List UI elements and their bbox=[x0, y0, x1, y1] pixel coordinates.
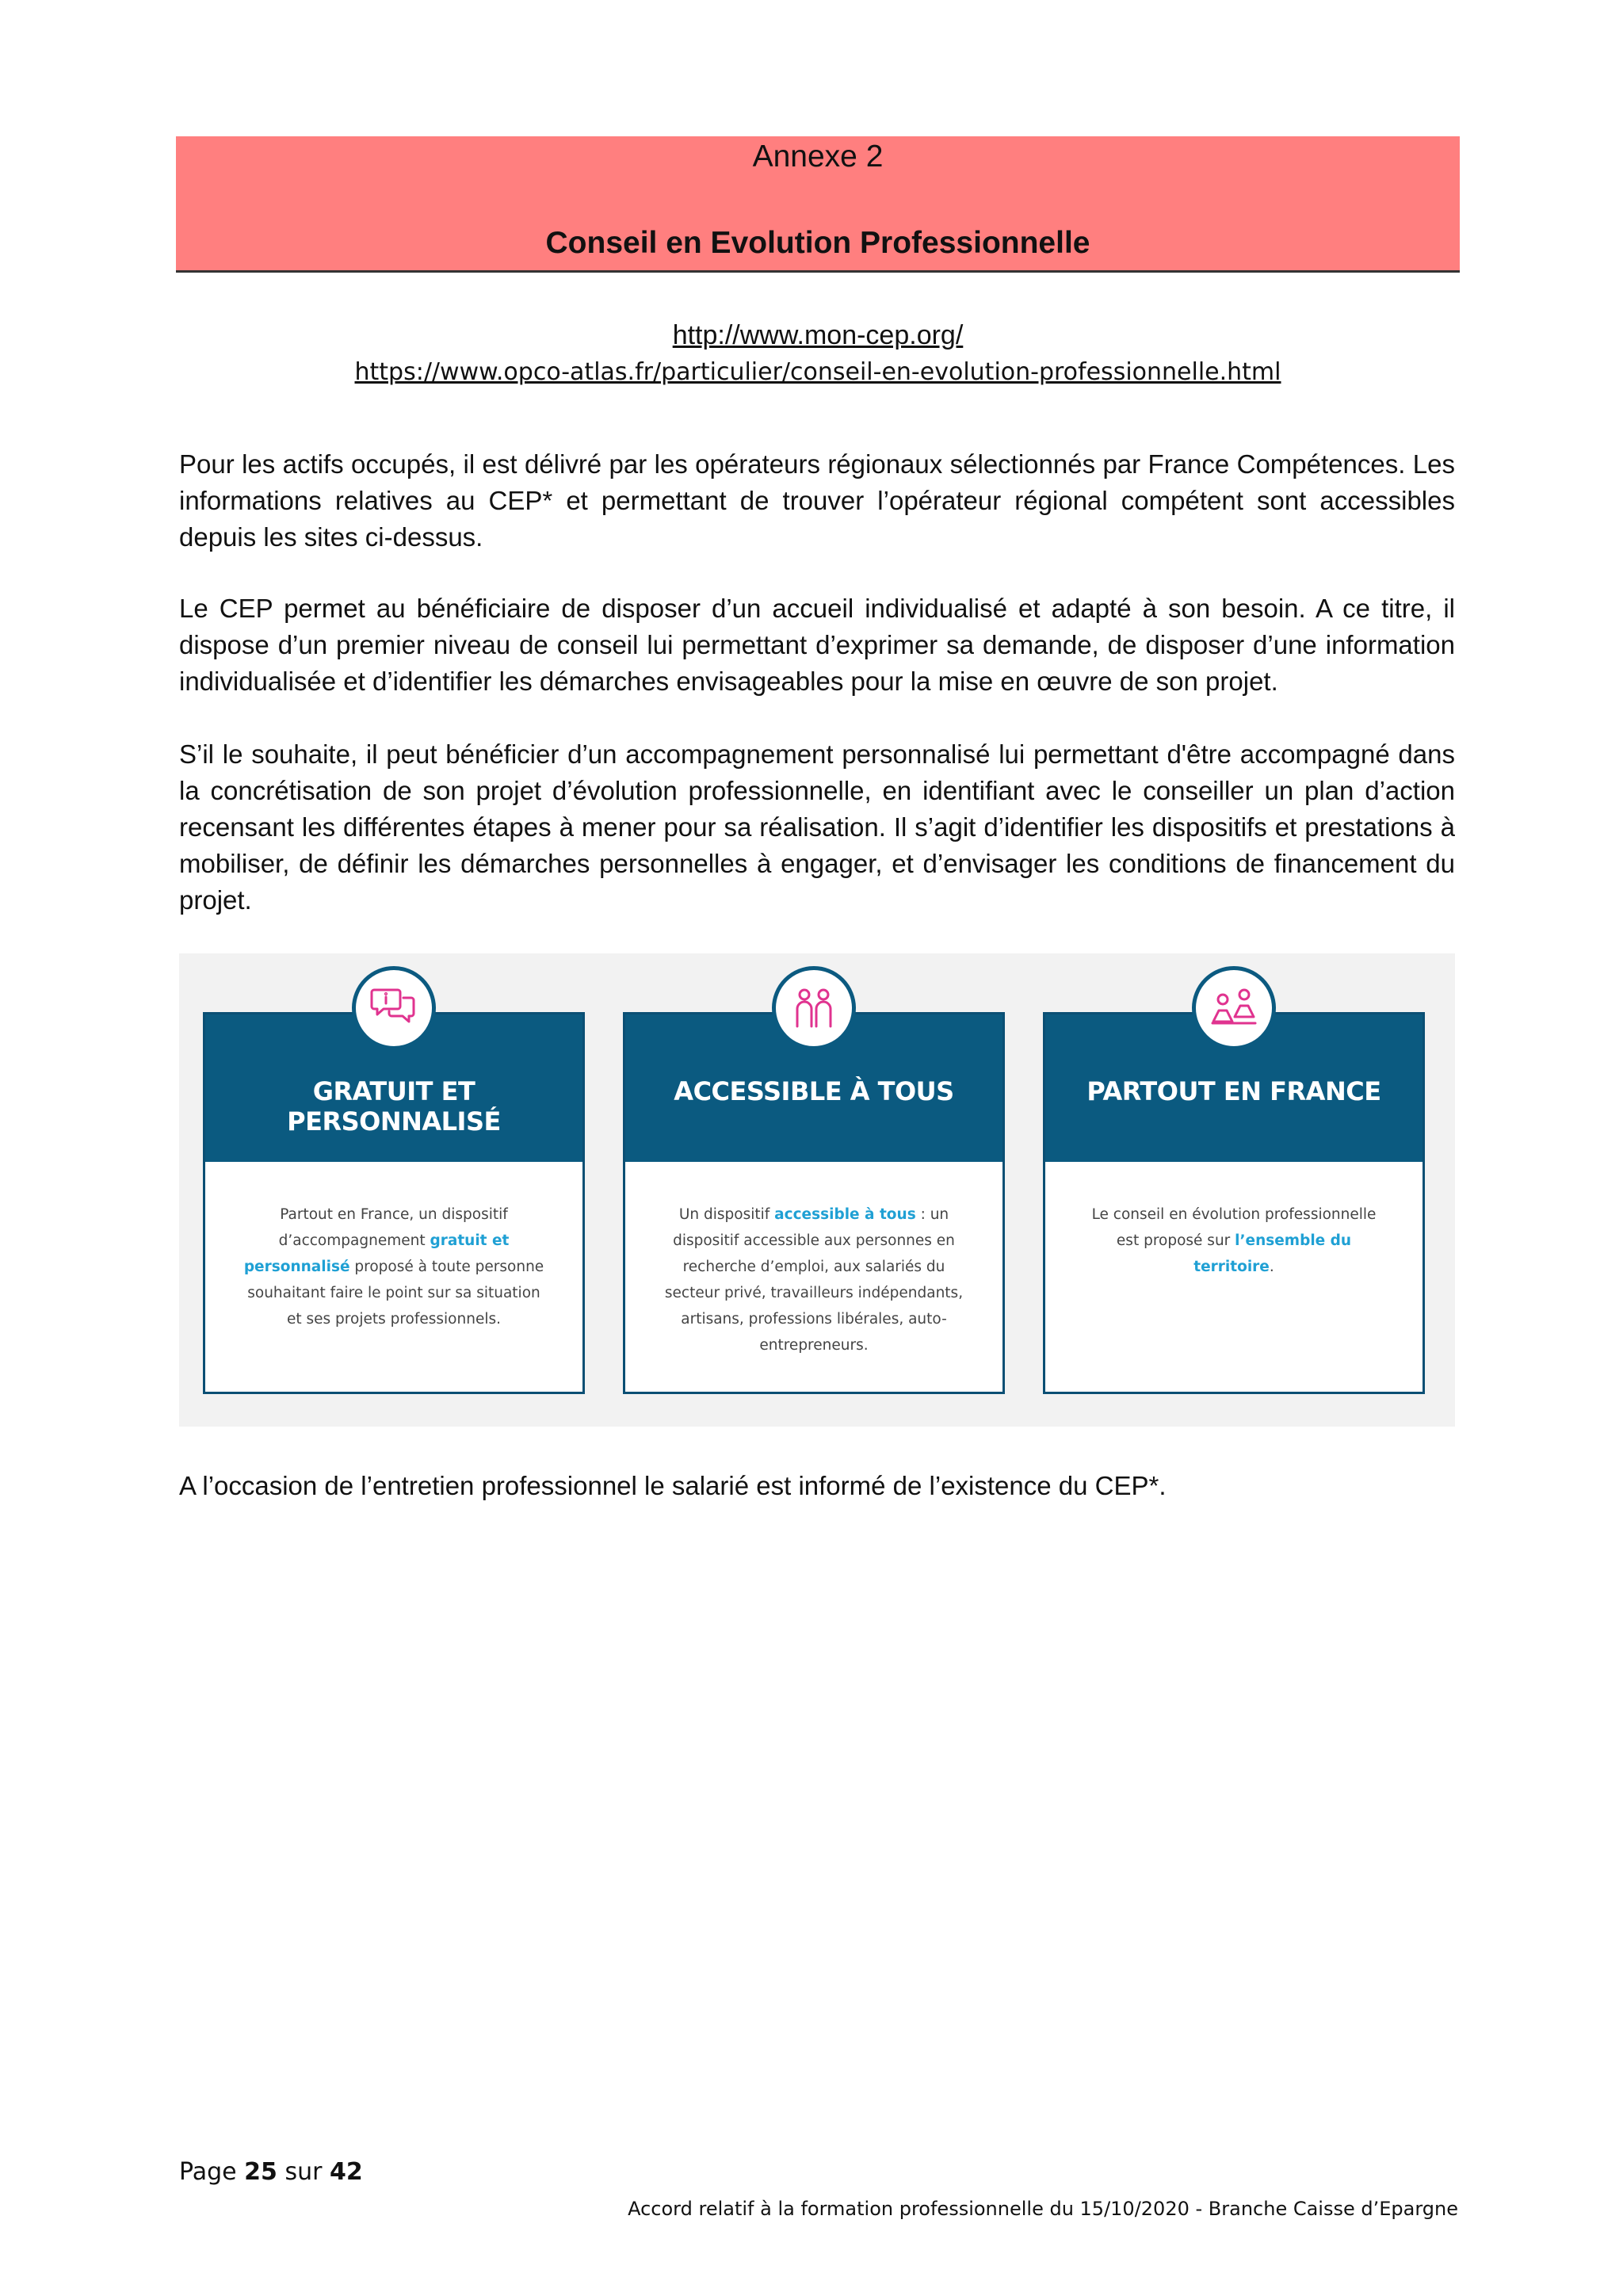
paragraph-cep-accueil: Le CEP permet au bénéficiaire de disposer d’un accueil individualisé et adapté à son besoin. A ce titre, il dispose d’un premier niveau de conseil lui permettant d’exprimer sa demande, de disposer d’une information individualisée et d’identifier les démarches envisageables pour la mise en œuvre de son projet. bbox=[179, 594, 1455, 696]
card-text bbox=[660, 1201, 968, 1358]
card-highlight: l’ensemble du territoire bbox=[1193, 1232, 1352, 1275]
link-line-1 bbox=[176, 320, 1460, 351]
chat-bubbles-icon bbox=[352, 966, 436, 1050]
card-text-part: Un dispositif bbox=[678, 1206, 775, 1223]
page-sep: sur bbox=[277, 2158, 330, 2186]
card-text-part: . bbox=[1269, 1259, 1274, 1275]
card-gratuit bbox=[203, 1012, 585, 1394]
card-partout bbox=[1043, 1012, 1425, 1394]
mon-cep-link[interactable]: http://www.mon-cep.org/ bbox=[672, 320, 964, 350]
paragraph-accompagnement: S’il le souhaite, il peut bénéficier d’un accompagnement personnalisé lui permettant d'être accompagné dans la concrétisation de son projet d’évolution professionnelle, en identifiant avec le conseiller un plan d’action recensant les différentes étapes à mener pour sa réalisation. Il s’agit d’identifier les dispositifs et prestations à mobiliser, de définir les démarches personnelles à engager, et d’envisager les conditions de financement du projet. bbox=[179, 739, 1455, 915]
card-title: GRATUIT ET PERSONNALISÉ bbox=[287, 1076, 501, 1137]
card-title: ACCESSIBLE À TOUS bbox=[674, 1076, 954, 1106]
group-people-icon bbox=[1192, 966, 1276, 1050]
card-highlight: gratuit et personnalisé bbox=[243, 1232, 510, 1275]
annex-number: Annexe 2 bbox=[752, 139, 884, 174]
paragraph-actifs: Pour les actifs occupés, il est délivré par les opérateurs régionaux sélectionnés par France Compétences. Les informations relatives au CEP* et permettant de trouver l’opérateur régional compétent sont accessibles depuis les sites ci-dessus. bbox=[179, 449, 1455, 552]
card-accessible bbox=[623, 1012, 1005, 1394]
page-total: 42 bbox=[329, 2158, 363, 2186]
page-number bbox=[179, 2158, 363, 2186]
page-title: Conseil en Evolution Professionnelle bbox=[545, 226, 1090, 260]
two-people-icon bbox=[772, 966, 856, 1050]
opco-atlas-link[interactable]: https://www.opco-atlas.fr/particulier/conseil-en-evolution-professionnelle.html bbox=[354, 358, 1281, 386]
card-title: PARTOUT EN FRANCE bbox=[1086, 1076, 1381, 1106]
card-text bbox=[1080, 1201, 1388, 1280]
page-prefix: Page bbox=[179, 2158, 245, 2186]
footer-agreement: Accord relatif à la formation professionnelle du 15/10/2020 - Branche Caisse d’Epargne bbox=[628, 2198, 1458, 2220]
card-text-part: : un dispositif accessible aux personnes en recherche d’emploi, aux salariés du secteur privé, travailleurs indépendants, artisans, professions libérales, auto-entrepreneurs. bbox=[664, 1206, 964, 1354]
cep-features-panel bbox=[179, 953, 1455, 1427]
card-text-part: Le conseil en évolution professionnelle est proposé sur bbox=[1091, 1206, 1377, 1249]
card-text-part: Partout en France, un dispositif d’accompagnement bbox=[278, 1206, 508, 1249]
card-highlight: accessible à tous bbox=[774, 1206, 916, 1223]
page-current: 25 bbox=[244, 2158, 277, 2186]
paragraph-entretien: A l’occasion de l’entretien professionnel le salarié est informé de l’existence du CEP*. bbox=[179, 1471, 1167, 1500]
link-line-2 bbox=[176, 358, 1460, 386]
card-text bbox=[240, 1201, 548, 1332]
card-text-part: proposé à toute personne souhaitant faire le point sur sa situation et ses projets professionnels. bbox=[247, 1259, 544, 1328]
annex-banner bbox=[176, 136, 1460, 273]
